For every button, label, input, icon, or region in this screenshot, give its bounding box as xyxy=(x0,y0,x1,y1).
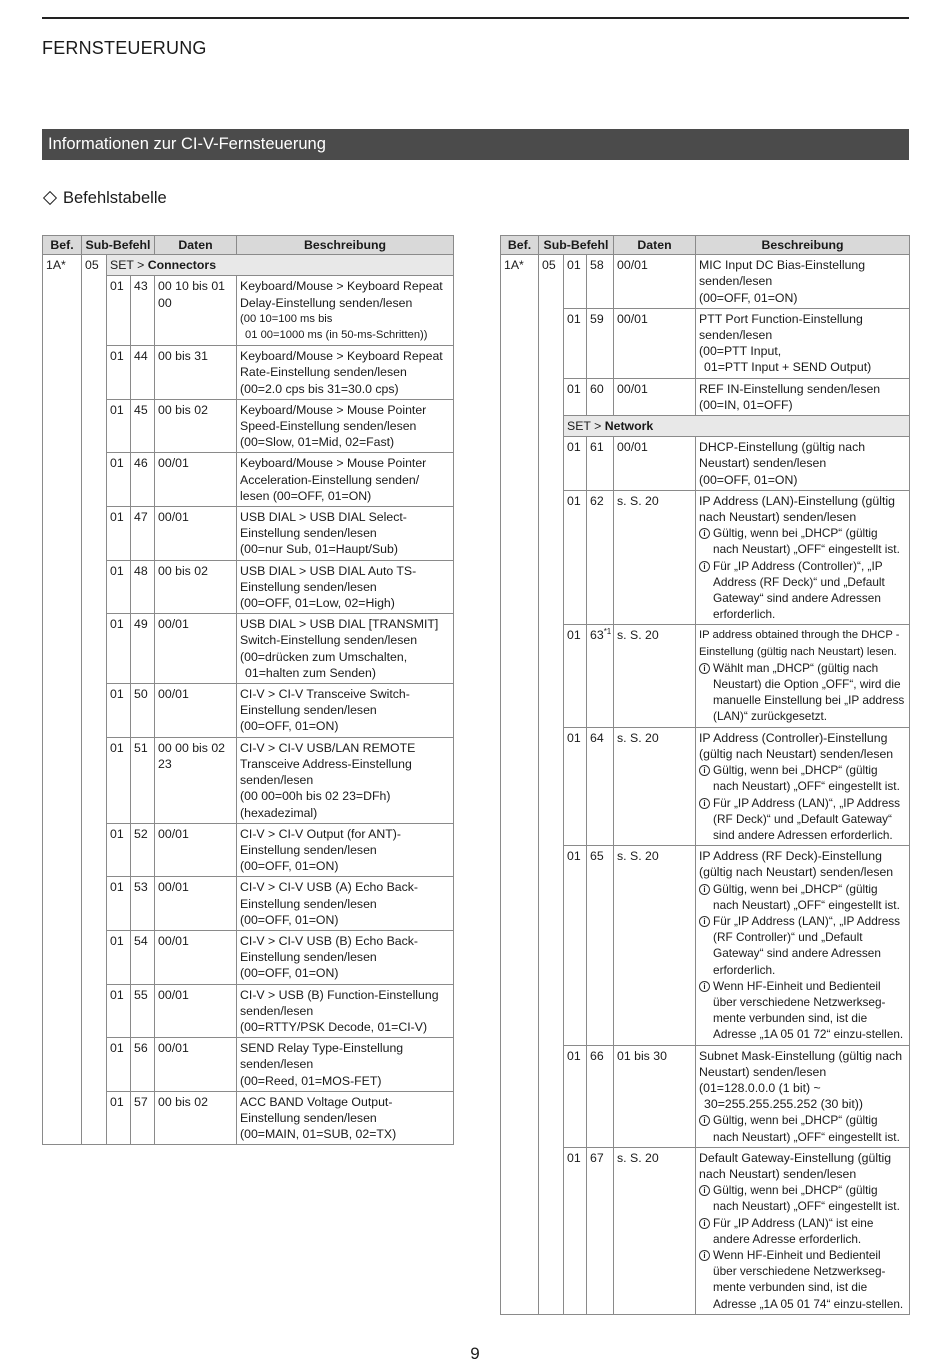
info-note-text: Gültig, wenn bei „DHCP“ (gültig nach Neustart) „OFF“ eingestellt ist. xyxy=(713,763,900,794)
description-line: (00=OFF, 01=ON) xyxy=(240,966,339,981)
description-line: Keyboard/Mouse > Keyboard Repeat Delay-Einstellung senden/lesen xyxy=(240,279,443,310)
top-rule xyxy=(42,17,909,19)
sub-command-a: 01 xyxy=(107,399,131,453)
data-value-cell: s. S. 20 xyxy=(614,625,696,727)
sub-command-b xyxy=(131,737,155,823)
sub-command-b-value: 57 xyxy=(134,1094,148,1109)
description-cell xyxy=(696,846,910,1045)
sub-command-b-value: 62 xyxy=(590,493,604,508)
group-name: Connectors xyxy=(147,258,217,273)
description-line: MIC Input DC Bias-Einstellung senden/lesen xyxy=(699,258,866,289)
description-line-small: (00 10=100 ms bis xyxy=(240,312,333,325)
data-value-cell: 00/01 xyxy=(155,507,237,561)
description-cell xyxy=(237,823,454,877)
data-value-cell: 00 bis 31 xyxy=(155,346,237,400)
description-line: (00=2.0 cps bis 31=30.0 cps) xyxy=(240,381,399,396)
sub-command-b-value: 60 xyxy=(590,381,604,396)
info-note-text: Wählt man „DHCP“ (gültig nach Neustart) die Option „OFF“, wird die manuelle Einstellung bei „IP address (LAN)“ zurückgesetzt. xyxy=(713,660,905,724)
description-line: (00=OFF, 01=ON) xyxy=(240,912,339,927)
description-line: IP Address (RF Deck)-Einstellung (gültig nach Neustart) senden/lesen xyxy=(699,849,894,880)
description-line: (00=nur Sub, 01=Haupt/Sub) xyxy=(240,542,398,557)
header-sub-befehl: Sub-Befehl xyxy=(539,236,614,255)
header-bef: Bef. xyxy=(501,236,539,255)
description-cell xyxy=(696,378,910,415)
description-line: CI-V > CI-V Output (for ANT)-Einstellung senden/lesen xyxy=(240,826,401,857)
description-line: 01=PTT Input + SEND Output) xyxy=(704,360,872,375)
info-circle-icon: i xyxy=(699,884,710,895)
sub-command-a: 01 xyxy=(107,737,131,823)
description-cell xyxy=(237,984,454,1038)
description-cell xyxy=(696,625,910,727)
info-note-text: Gültig, wenn bei „DHCP“ (gültig nach Neustart) „OFF“ eingestellt ist. xyxy=(713,1113,900,1144)
sub-command-b xyxy=(131,684,155,738)
command-sub1: 05 xyxy=(539,255,564,1315)
description-line: (00=IN, 01=OFF) xyxy=(699,397,793,412)
info-note xyxy=(699,660,906,725)
description-line: (01=128.0.0.0 (1 bit) ~ xyxy=(699,1080,821,1095)
description-line: (00=OFF, 01=ON) xyxy=(240,859,339,874)
data-value-cell: 00/01 xyxy=(614,378,696,415)
sub-command-b-value: 47 xyxy=(134,510,148,525)
data-value-cell: 00/01 xyxy=(155,684,237,738)
sub-command-b-value: 55 xyxy=(134,987,148,1002)
data-value-cell: 00 10 bis 01 00 xyxy=(155,276,237,346)
data-value-cell: 00 00 bis 02 23 xyxy=(155,737,237,823)
description-cell xyxy=(237,614,454,684)
description-cell xyxy=(237,1091,454,1145)
sub-command-b xyxy=(131,1091,155,1145)
sub-command-b xyxy=(587,490,614,625)
description-line-small: 01 00=1000 ms (in 50-ms-Schritten)) xyxy=(245,329,428,342)
info-circle-icon: i xyxy=(699,1185,710,1196)
sub-command-a: 01 xyxy=(564,846,587,1045)
info-circle-icon: i xyxy=(699,1115,710,1126)
info-note-text: Gültig, wenn bei „DHCP“ (gültig nach Neustart) „OFF“ eingestellt ist. xyxy=(713,881,900,912)
data-value-cell: 00/01 xyxy=(155,453,237,507)
header-sub-befehl: Sub-Befehl xyxy=(82,236,155,255)
info-note xyxy=(699,881,906,913)
info-circle-icon: i xyxy=(699,916,710,927)
sub-command-a: 01 xyxy=(107,823,131,877)
sub-command-b xyxy=(131,823,155,877)
sub-command-b xyxy=(131,507,155,561)
description-cell xyxy=(696,490,910,625)
subheading-text: Befehlstabelle xyxy=(63,189,167,207)
description-cell xyxy=(237,684,454,738)
data-value-cell: s. S. 20 xyxy=(614,727,696,845)
sub-command-b xyxy=(587,625,614,727)
sub-command-b-value: 49 xyxy=(134,617,148,632)
group-label xyxy=(564,416,910,437)
description-line: (00=RTTY/PSK Decode, 01=CI-V) xyxy=(240,1019,428,1034)
sub-command-b xyxy=(587,308,614,378)
description-line: (00=Slow, 01=Mid, 02=Fast) xyxy=(240,435,395,450)
data-value-cell: 00/01 xyxy=(155,1038,237,1092)
sub-command-a: 01 xyxy=(107,560,131,614)
sub-command-a: 01 xyxy=(107,614,131,684)
footnote-marker: *1 xyxy=(603,627,612,637)
info-circle-icon: i xyxy=(699,765,710,776)
description-line: Subnet Mask-Einstellung (gültig nach Neustart) senden/lesen xyxy=(699,1048,903,1079)
data-value-cell: 00/01 xyxy=(614,308,696,378)
sub-command-b-value: 67 xyxy=(590,1150,604,1165)
section-banner: Informationen zur CI-V-Fernsteuerung xyxy=(42,129,909,160)
sub-command-a: 01 xyxy=(564,378,587,415)
info-note-text: Für „IP Address (LAN)“ ist eine andere Adresse erforderlich. xyxy=(713,1215,874,1246)
data-value-cell: 00/01 xyxy=(614,437,696,491)
data-value-cell: s. S. 20 xyxy=(614,846,696,1045)
sub-command-b-value: 43 xyxy=(134,279,148,294)
data-value-cell: s. S. 20 xyxy=(614,1147,696,1314)
info-circle-icon: i xyxy=(699,798,710,809)
sub-command-a: 01 xyxy=(107,1091,131,1145)
info-note xyxy=(699,525,906,557)
sub-command-a: 01 xyxy=(107,276,131,346)
info-note-text: Gültig, wenn bei „DHCP“ (gültig nach Neustart) „OFF“ eingestellt ist. xyxy=(713,1183,900,1214)
sub-command-b xyxy=(587,846,614,1045)
sub-command-b xyxy=(131,930,155,984)
sub-command-a: 01 xyxy=(564,1045,587,1147)
description-cell xyxy=(237,737,454,823)
data-value-cell: 00 bis 02 xyxy=(155,399,237,453)
description-line: IP Address (LAN)-Einstellung (gültig nach Neustart) senden/lesen xyxy=(699,493,895,525)
description-cell xyxy=(696,1147,910,1314)
sub-command-b xyxy=(131,984,155,1038)
description-line: CI-V > CI-V Transceive Switch-Einstellung senden/lesen xyxy=(240,687,410,718)
description-cell xyxy=(237,1038,454,1092)
description-cell xyxy=(237,399,454,453)
sub-command-b-value: 58 xyxy=(590,258,604,273)
header-beschreibung: Beschreibung xyxy=(237,236,454,255)
sub-command-b xyxy=(587,1045,614,1147)
command-bef: 1A* xyxy=(501,255,539,1315)
data-value-cell: 00/01 xyxy=(155,614,237,684)
sub-command-b-value: 63 xyxy=(590,628,604,643)
info-circle-icon: i xyxy=(699,981,710,992)
sub-command-b xyxy=(131,399,155,453)
description-line: (00=OFF, 01=ON) xyxy=(240,719,339,734)
sub-command-a: 01 xyxy=(107,346,131,400)
description-line: USB DIAL > USB DIAL Auto TS-Einstellung senden/lesen xyxy=(240,563,417,594)
sub-command-b xyxy=(587,727,614,845)
description-line: SEND Relay Type-Einstellung senden/lesen xyxy=(240,1041,404,1072)
data-value-cell: s. S. 20 xyxy=(614,490,696,625)
description-cell xyxy=(237,560,454,614)
description-line: (00=OFF, 01=Low, 02=High) xyxy=(240,596,395,611)
description-line: USB DIAL > USB DIAL Select-Einstellung senden/lesen xyxy=(240,510,407,541)
info-circle-icon: i xyxy=(699,561,710,572)
description-line: (00=Reed, 01=MOS-FET) xyxy=(240,1073,382,1088)
sub-command-b-value: 64 xyxy=(590,730,604,745)
section-subheading xyxy=(42,189,167,208)
header-beschreibung: Beschreibung xyxy=(696,236,910,255)
description-line: (00=OFF, 01=ON) xyxy=(699,472,798,487)
sub-command-a: 01 xyxy=(107,1038,131,1092)
info-note xyxy=(699,1112,906,1144)
table-header-row xyxy=(501,236,910,255)
info-note xyxy=(699,558,906,623)
data-value-cell: 00/01 xyxy=(155,984,237,1038)
description-line: ACC BAND Voltage Output-Einstellung senden/lesen xyxy=(240,1094,393,1125)
sub-command-b-value: 59 xyxy=(590,311,604,326)
data-value-cell: 01 bis 30 xyxy=(614,1045,696,1147)
info-note-text: Für „IP Address (LAN)“, „IP Address (RF Deck)“ und „Default Gateway“ sind andere Adressen erforderlich. xyxy=(713,795,901,842)
command-bef: 1A* xyxy=(43,255,82,1145)
info-note-text: Wenn HF-Einheit und Bedienteil über verschiedene Netzwerkseg-mente verbunden sind, ist die Adresse „1A 05 01 74“ einzu-stellen. xyxy=(713,1247,904,1311)
sub-command-a: 01 xyxy=(107,507,131,561)
sub-command-b xyxy=(131,276,155,346)
description-line: 30=255.255.255.252 (30 bit)) xyxy=(704,1097,863,1112)
sub-command-b xyxy=(131,614,155,684)
sub-command-b-value: 48 xyxy=(134,563,148,578)
description-line: PTT Port Function-Einstellung senden/lesen xyxy=(699,311,863,343)
description-line: (00=OFF, 01=ON) xyxy=(699,290,798,305)
sub-command-a: 01 xyxy=(107,984,131,1038)
diamond-outline-icon xyxy=(43,191,57,205)
info-circle-icon: i xyxy=(699,528,710,539)
info-note xyxy=(699,1182,906,1214)
table-row xyxy=(501,255,910,309)
sub-command-b xyxy=(131,877,155,931)
data-value-cell: 00/01 xyxy=(155,877,237,931)
page-number: 9 xyxy=(470,1344,480,1363)
description-cell xyxy=(696,437,910,491)
group-row xyxy=(43,255,454,276)
description-line: DHCP-Einstellung (gültig nach Neustart) senden/lesen xyxy=(699,440,866,471)
sub-command-b-value: 56 xyxy=(134,1041,148,1056)
command-table-right xyxy=(500,235,910,1315)
description-line: Default Gateway-Einstellung (gültig nach Neustart) senden/lesen xyxy=(699,1150,892,1181)
sub-command-a: 01 xyxy=(107,453,131,507)
sub-command-b xyxy=(587,1147,614,1314)
sub-command-b-value: 54 xyxy=(134,933,148,948)
description-line: (00=PTT Input, xyxy=(699,344,782,359)
description-cell xyxy=(237,276,454,346)
sub-command-b-value: 46 xyxy=(134,456,148,471)
sub-command-b-value: 51 xyxy=(134,740,148,755)
header-daten: Daten xyxy=(155,236,237,255)
description-cell xyxy=(237,507,454,561)
description-line: IP Address (Controller)-Einstellung (gültig nach Neustart) senden/lesen xyxy=(699,730,894,761)
sub-command-b-value: 45 xyxy=(134,402,148,417)
sub-command-b-value: 66 xyxy=(590,1048,604,1063)
sub-command-a: 01 xyxy=(107,684,131,738)
group-name: Network xyxy=(604,419,654,434)
sub-command-b xyxy=(587,378,614,415)
sub-command-b xyxy=(587,437,614,491)
description-line: Keyboard/Mouse > Mouse Pointer Speed-Einstellung senden/lesen xyxy=(240,402,427,434)
group-prefix: SET > xyxy=(110,258,145,273)
description-line: (00=MAIN, 01=SUB, 02=TX) xyxy=(240,1127,397,1142)
sub-command-a: 01 xyxy=(564,255,587,309)
page-header-title: FERNSTEUERUNG xyxy=(42,38,207,58)
info-note-text: Gültig, wenn bei „DHCP“ (gültig nach Neustart) „OFF“ eingestellt ist. xyxy=(713,526,900,557)
sub-command-b xyxy=(131,560,155,614)
data-value-cell: 00/01 xyxy=(155,930,237,984)
info-note xyxy=(699,762,906,794)
data-value-cell: 00 bis 02 xyxy=(155,1091,237,1145)
description-line: CI-V > CI-V USB/LAN REMOTE Transceive Address-Einstellung senden/lesen xyxy=(240,740,416,788)
data-value-cell: 00/01 xyxy=(614,255,696,309)
info-note xyxy=(699,978,906,1043)
description-line: (hexadezimal) xyxy=(240,805,318,820)
description-line: Keyboard/Mouse > Mouse Pointer Acceleration-Einstellung senden/ lesen (00=OFF, 01=ON) xyxy=(240,456,427,503)
description-line: CI-V > USB (B) Function-Einstellung senden/lesen xyxy=(240,987,439,1018)
info-circle-icon: i xyxy=(699,1250,710,1261)
sub-command-a: 01 xyxy=(564,1147,587,1314)
info-note xyxy=(699,795,906,844)
sub-command-b-value: 61 xyxy=(590,440,604,455)
info-note xyxy=(699,1247,906,1312)
description-line: USB DIAL > USB DIAL [TRANSMIT] Switch-Einstellung senden/lesen xyxy=(240,617,439,648)
sub-command-a: 01 xyxy=(564,490,587,625)
sub-command-b-value: 53 xyxy=(134,880,148,895)
header-bef: Bef. xyxy=(43,236,82,255)
description-line: CI-V > CI-V USB (B) Echo Back-Einstellung senden/lesen xyxy=(240,933,419,965)
description-line: Keyboard/Mouse > Keyboard Repeat Rate-Einstellung senden/lesen xyxy=(240,349,443,380)
sub-command-b xyxy=(131,1038,155,1092)
description-line: CI-V > CI-V USB (A) Echo Back-Einstellung senden/lesen xyxy=(240,880,419,911)
sub-command-b xyxy=(131,346,155,400)
description-line: 01=halten zum Senden) xyxy=(245,665,376,680)
group-label xyxy=(107,255,454,276)
data-value-cell: 00/01 xyxy=(155,823,237,877)
description-cell xyxy=(237,877,454,931)
group-prefix: SET > xyxy=(567,419,602,434)
description-line: REF IN-Einstellung senden/lesen xyxy=(699,381,881,396)
description-cell xyxy=(696,727,910,845)
sub-command-b xyxy=(587,255,614,309)
sub-command-b xyxy=(131,453,155,507)
sub-command-a: 01 xyxy=(564,437,587,491)
info-circle-icon: i xyxy=(699,1218,710,1229)
info-note-text: Für „IP Address (LAN)“, „IP Address (RF Controller)“ und „Default Gateway“ sind andere Adressen erforderlich. xyxy=(713,913,901,977)
sub-command-a: 01 xyxy=(564,308,587,378)
sub-command-a: 01 xyxy=(564,625,587,727)
description-line: (00 00=00h bis 02 23=DFh) xyxy=(240,789,391,804)
sub-command-b-value: 50 xyxy=(134,687,148,702)
info-note-text: Für „IP Address (Controller)“, „IP Address (RF Deck)“ und „Default Gateway“ sind andere Adressen erforderlich. xyxy=(713,558,885,622)
description-cell xyxy=(237,453,454,507)
info-note xyxy=(699,1215,906,1247)
sub-command-a: 01 xyxy=(107,877,131,931)
data-value-cell: 00 bis 02 xyxy=(155,560,237,614)
description-cell xyxy=(696,308,910,378)
description-cell xyxy=(237,930,454,984)
description-cell xyxy=(696,1045,910,1147)
command-sub1: 05 xyxy=(82,255,107,1145)
info-note xyxy=(699,913,906,978)
sub-command-a: 01 xyxy=(564,727,587,845)
sub-command-b-value: 52 xyxy=(134,826,148,841)
info-note-text: Wenn HF-Einheit und Bedienteil über verschiedene Netzwerkseg-mente verbunden sind, ist die Adresse „1A 05 01 72“ einzu-stellen. xyxy=(713,978,904,1042)
sub-command-b-value: 65 xyxy=(590,849,604,864)
table-header-row xyxy=(43,236,454,255)
description-line-small: IP address obtained through the DHCP -Einstellung (gültig nach Neustart) lesen. xyxy=(699,629,900,658)
description-line: (00=drücken zum Umschalten, xyxy=(240,649,408,664)
description-cell xyxy=(237,346,454,400)
description-cell xyxy=(696,255,910,309)
command-table-left xyxy=(42,235,454,1145)
sub-command-a: 01 xyxy=(107,930,131,984)
sub-command-b-value: 44 xyxy=(134,349,148,364)
info-circle-icon: i xyxy=(699,663,710,674)
header-daten: Daten xyxy=(614,236,696,255)
